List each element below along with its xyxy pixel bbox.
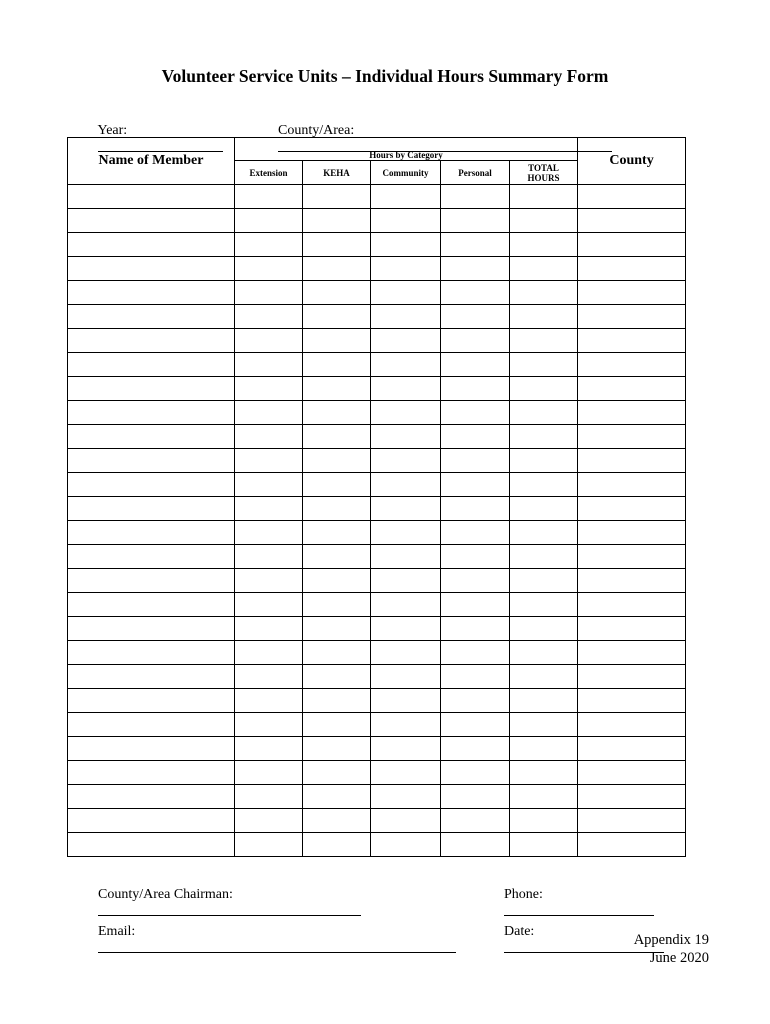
- keha-cell[interactable]: [303, 545, 371, 569]
- table-row: [68, 185, 686, 209]
- keha-cell[interactable]: [303, 401, 371, 425]
- name-cell[interactable]: [68, 377, 235, 401]
- total-hours-cell[interactable]: [510, 353, 578, 377]
- county-cell[interactable]: [578, 305, 686, 329]
- keha-cell[interactable]: [303, 521, 371, 545]
- community-cell[interactable]: [371, 473, 441, 497]
- extension-cell[interactable]: [235, 521, 303, 545]
- name-cell[interactable]: [68, 353, 235, 377]
- name-cell[interactable]: [68, 665, 235, 689]
- community-cell[interactable]: [371, 569, 441, 593]
- email-blank[interactable]: [98, 940, 456, 953]
- community-cell[interactable]: [371, 713, 441, 737]
- extension-cell[interactable]: [235, 785, 303, 809]
- community-cell[interactable]: [371, 377, 441, 401]
- community-cell[interactable]: [371, 617, 441, 641]
- appendix-date: June 2020: [649, 950, 709, 966]
- phone-label: Phone:: [504, 887, 543, 902]
- keha-cell[interactable]: [303, 641, 371, 665]
- name-cell[interactable]: [68, 281, 235, 305]
- name-cell[interactable]: [68, 569, 235, 593]
- total-hours-cell[interactable]: [510, 809, 578, 833]
- hours-table: [67, 137, 686, 857]
- personal-cell[interactable]: [441, 401, 510, 425]
- extension-cell[interactable]: [235, 593, 303, 617]
- table-row: [68, 497, 686, 521]
- keha-cell[interactable]: [303, 713, 371, 737]
- email-field[interactable]: [91, 908, 456, 958]
- extension-cell[interactable]: [235, 257, 303, 281]
- name-of-member-header: Name of Member: [68, 138, 235, 185]
- name-cell[interactable]: [68, 689, 235, 713]
- personal-cell[interactable]: [441, 497, 510, 521]
- extension-cell[interactable]: [235, 761, 303, 785]
- extension-cell[interactable]: [235, 617, 303, 641]
- personal-cell[interactable]: [441, 185, 510, 209]
- table-row: [68, 257, 686, 281]
- keha-cell[interactable]: [303, 785, 371, 809]
- total-hours-cell[interactable]: [510, 497, 578, 521]
- table-row: [68, 665, 686, 689]
- name-cell[interactable]: [68, 521, 235, 545]
- category-community-header: Community: [371, 161, 441, 185]
- extension-cell[interactable]: [235, 833, 303, 857]
- county-cell[interactable]: [578, 377, 686, 401]
- email-label: Email:: [98, 924, 136, 939]
- community-cell[interactable]: [371, 833, 441, 857]
- keha-cell[interactable]: [303, 257, 371, 281]
- total-hours-cell[interactable]: [510, 785, 578, 809]
- category-personal-header: Personal: [441, 161, 510, 185]
- extension-cell[interactable]: [235, 425, 303, 449]
- table-row: [68, 233, 686, 257]
- name-cell[interactable]: [68, 233, 235, 257]
- personal-cell[interactable]: [441, 281, 510, 305]
- name-cell[interactable]: [68, 641, 235, 665]
- total-hours-label: TOTAL HOURS: [527, 162, 560, 183]
- keha-cell[interactable]: [303, 185, 371, 209]
- total-hours-cell[interactable]: [510, 737, 578, 761]
- county-cell[interactable]: [578, 665, 686, 689]
- community-cell[interactable]: [371, 425, 441, 449]
- keha-cell[interactable]: [303, 665, 371, 689]
- keha-cell[interactable]: [303, 473, 371, 497]
- keha-cell[interactable]: [303, 377, 371, 401]
- name-cell[interactable]: [68, 617, 235, 641]
- county-cell[interactable]: [578, 497, 686, 521]
- name-cell[interactable]: [68, 257, 235, 281]
- extension-cell[interactable]: [235, 809, 303, 833]
- total-hours-cell[interactable]: [510, 209, 578, 233]
- personal-cell[interactable]: [441, 209, 510, 233]
- personal-cell[interactable]: [441, 257, 510, 281]
- extension-cell[interactable]: [235, 185, 303, 209]
- community-cell[interactable]: [371, 761, 441, 785]
- keha-cell[interactable]: [303, 737, 371, 761]
- name-cell[interactable]: [68, 305, 235, 329]
- county-cell[interactable]: [578, 641, 686, 665]
- county-cell[interactable]: [578, 209, 686, 233]
- total-hours-cell[interactable]: [510, 761, 578, 785]
- community-cell[interactable]: [371, 809, 441, 833]
- keha-cell[interactable]: [303, 617, 371, 641]
- personal-cell[interactable]: [441, 521, 510, 545]
- extension-cell[interactable]: [235, 713, 303, 737]
- community-cell[interactable]: [371, 401, 441, 425]
- name-cell[interactable]: [68, 425, 235, 449]
- name-cell[interactable]: [68, 329, 235, 353]
- personal-cell[interactable]: [441, 425, 510, 449]
- county-cell[interactable]: [578, 449, 686, 473]
- total-hours-header: [510, 161, 578, 185]
- appendix-number: Appendix 19: [633, 932, 709, 948]
- table-row: [68, 425, 686, 449]
- personal-cell[interactable]: [441, 689, 510, 713]
- total-hours-cell[interactable]: [510, 689, 578, 713]
- keha-cell[interactable]: [303, 689, 371, 713]
- community-cell[interactable]: [371, 641, 441, 665]
- name-cell[interactable]: [68, 785, 235, 809]
- personal-cell[interactable]: [441, 617, 510, 641]
- name-cell[interactable]: [68, 401, 235, 425]
- date-label: Date:: [504, 924, 535, 939]
- community-cell[interactable]: [371, 233, 441, 257]
- county-cell[interactable]: [578, 233, 686, 257]
- total-hours-cell[interactable]: [510, 833, 578, 857]
- community-cell[interactable]: [371, 593, 441, 617]
- total-hours-cell[interactable]: [510, 593, 578, 617]
- keha-cell[interactable]: [303, 329, 371, 353]
- table-body: [68, 185, 686, 857]
- table-row: [68, 785, 686, 809]
- keha-cell[interactable]: [303, 593, 371, 617]
- total-hours-cell[interactable]: [510, 641, 578, 665]
- county-cell[interactable]: [578, 185, 686, 209]
- appendix-note: [634, 931, 709, 967]
- personal-cell[interactable]: [441, 737, 510, 761]
- county-cell[interactable]: [578, 833, 686, 857]
- total-hours-cell[interactable]: [510, 617, 578, 641]
- total-hours-cell[interactable]: [510, 305, 578, 329]
- extension-cell[interactable]: [235, 233, 303, 257]
- extension-cell[interactable]: [235, 377, 303, 401]
- personal-cell[interactable]: [441, 665, 510, 689]
- community-cell[interactable]: [371, 665, 441, 689]
- year-label: Year:: [97, 123, 128, 138]
- table-row: [68, 713, 686, 737]
- total-hours-cell[interactable]: [510, 329, 578, 353]
- keha-cell[interactable]: [303, 833, 371, 857]
- table-row: [68, 209, 686, 233]
- community-cell[interactable]: [371, 545, 441, 569]
- extension-cell[interactable]: [235, 401, 303, 425]
- hours-by-category-header: Hours by Category: [235, 138, 578, 161]
- community-cell[interactable]: [371, 689, 441, 713]
- county-header: County: [578, 138, 686, 185]
- keha-cell[interactable]: [303, 449, 371, 473]
- name-cell[interactable]: [68, 209, 235, 233]
- name-cell[interactable]: [68, 737, 235, 761]
- personal-cell[interactable]: [441, 761, 510, 785]
- county-cell[interactable]: [578, 353, 686, 377]
- personal-cell[interactable]: [441, 449, 510, 473]
- table-row: [68, 737, 686, 761]
- table-row: [68, 521, 686, 545]
- community-cell[interactable]: [371, 737, 441, 761]
- table-row: [68, 593, 686, 617]
- total-hours-cell[interactable]: [510, 569, 578, 593]
- extension-cell[interactable]: [235, 281, 303, 305]
- county-cell[interactable]: [578, 329, 686, 353]
- personal-cell[interactable]: [441, 305, 510, 329]
- table-row: [68, 305, 686, 329]
- keha-cell[interactable]: [303, 305, 371, 329]
- total-hours-cell[interactable]: [510, 473, 578, 497]
- extension-cell[interactable]: [235, 353, 303, 377]
- extension-cell[interactable]: [235, 737, 303, 761]
- extension-cell[interactable]: [235, 305, 303, 329]
- table-row: [68, 377, 686, 401]
- community-cell[interactable]: [371, 353, 441, 377]
- county-area-label: County/Area:: [278, 123, 355, 138]
- extension-cell[interactable]: [235, 569, 303, 593]
- extension-cell[interactable]: [235, 473, 303, 497]
- table-row: [68, 689, 686, 713]
- name-cell[interactable]: [68, 593, 235, 617]
- table-row: [68, 401, 686, 425]
- total-hours-cell[interactable]: [510, 233, 578, 257]
- extension-cell[interactable]: [235, 209, 303, 233]
- total-hours-cell[interactable]: [510, 449, 578, 473]
- community-cell[interactable]: [371, 497, 441, 521]
- county-cell[interactable]: [578, 713, 686, 737]
- county-cell[interactable]: [578, 521, 686, 545]
- name-cell[interactable]: [68, 713, 235, 737]
- name-cell[interactable]: [68, 185, 235, 209]
- name-cell[interactable]: [68, 497, 235, 521]
- community-cell[interactable]: [371, 785, 441, 809]
- personal-cell[interactable]: [441, 329, 510, 353]
- total-hours-cell[interactable]: [510, 185, 578, 209]
- extension-cell[interactable]: [235, 641, 303, 665]
- community-cell[interactable]: [371, 329, 441, 353]
- total-hours-cell[interactable]: [510, 425, 578, 449]
- county-cell[interactable]: [578, 281, 686, 305]
- keha-cell[interactable]: [303, 809, 371, 833]
- keha-cell[interactable]: [303, 497, 371, 521]
- table-row: [68, 833, 686, 857]
- personal-cell[interactable]: [441, 473, 510, 497]
- table-row: [68, 545, 686, 569]
- keha-cell[interactable]: [303, 569, 371, 593]
- name-cell[interactable]: [68, 545, 235, 569]
- county-cell[interactable]: [578, 617, 686, 641]
- personal-cell[interactable]: [441, 713, 510, 737]
- keha-cell[interactable]: [303, 761, 371, 785]
- community-cell[interactable]: [371, 449, 441, 473]
- keha-cell[interactable]: [303, 353, 371, 377]
- table-row: [68, 617, 686, 641]
- personal-cell[interactable]: [441, 833, 510, 857]
- total-hours-cell[interactable]: [510, 377, 578, 401]
- total-hours-cell[interactable]: [510, 545, 578, 569]
- community-cell[interactable]: [371, 521, 441, 545]
- form-title: Volunteer Service Units – Individual Hours Summary Form: [161, 66, 609, 86]
- total-hours-cell[interactable]: [510, 521, 578, 545]
- total-hours-cell[interactable]: [510, 281, 578, 305]
- keha-cell[interactable]: [303, 209, 371, 233]
- personal-cell[interactable]: [441, 569, 510, 593]
- extension-cell[interactable]: [235, 545, 303, 569]
- total-hours-cell[interactable]: [510, 257, 578, 281]
- county-cell[interactable]: [578, 593, 686, 617]
- county-cell[interactable]: [578, 809, 686, 833]
- category-keha-header: KEHA: [303, 161, 371, 185]
- name-cell[interactable]: [68, 449, 235, 473]
- personal-cell[interactable]: [441, 377, 510, 401]
- table-row: [68, 473, 686, 497]
- community-cell[interactable]: [371, 281, 441, 305]
- name-cell[interactable]: [68, 809, 235, 833]
- personal-cell[interactable]: [441, 809, 510, 833]
- extension-cell[interactable]: [235, 449, 303, 473]
- county-cell[interactable]: [578, 689, 686, 713]
- county-cell[interactable]: [578, 545, 686, 569]
- name-cell[interactable]: [68, 761, 235, 785]
- extension-cell[interactable]: [235, 329, 303, 353]
- county-cell[interactable]: [578, 569, 686, 593]
- keha-cell[interactable]: [303, 281, 371, 305]
- county-cell[interactable]: [578, 257, 686, 281]
- keha-cell[interactable]: [303, 233, 371, 257]
- category-extension-header: Extension: [235, 161, 303, 185]
- county-cell[interactable]: [578, 785, 686, 809]
- county-cell[interactable]: [578, 425, 686, 449]
- table-row: [68, 761, 686, 785]
- extension-cell[interactable]: [235, 665, 303, 689]
- county-cell[interactable]: [578, 737, 686, 761]
- total-hours-cell[interactable]: [510, 665, 578, 689]
- extension-cell[interactable]: [235, 689, 303, 713]
- chairman-label: County/Area Chairman:: [98, 887, 233, 902]
- table-row: [68, 809, 686, 833]
- extension-cell[interactable]: [235, 497, 303, 521]
- personal-cell[interactable]: [441, 353, 510, 377]
- table-row: [68, 569, 686, 593]
- community-cell[interactable]: [371, 185, 441, 209]
- personal-cell[interactable]: [441, 641, 510, 665]
- table-row: [68, 449, 686, 473]
- county-cell[interactable]: [578, 761, 686, 785]
- personal-cell[interactable]: [441, 593, 510, 617]
- personal-cell[interactable]: [441, 785, 510, 809]
- table-row: [68, 281, 686, 305]
- table-row: [68, 329, 686, 353]
- personal-cell[interactable]: [441, 545, 510, 569]
- table-row: [68, 353, 686, 377]
- community-cell[interactable]: [371, 209, 441, 233]
- personal-cell[interactable]: [441, 233, 510, 257]
- total-hours-cell[interactable]: [510, 401, 578, 425]
- name-cell[interactable]: [68, 473, 235, 497]
- table-row: [68, 641, 686, 665]
- community-cell[interactable]: [371, 257, 441, 281]
- community-cell[interactable]: [371, 305, 441, 329]
- keha-cell[interactable]: [303, 425, 371, 449]
- county-cell[interactable]: [578, 401, 686, 425]
- total-hours-cell[interactable]: [510, 713, 578, 737]
- name-cell[interactable]: [68, 833, 235, 857]
- county-cell[interactable]: [578, 473, 686, 497]
